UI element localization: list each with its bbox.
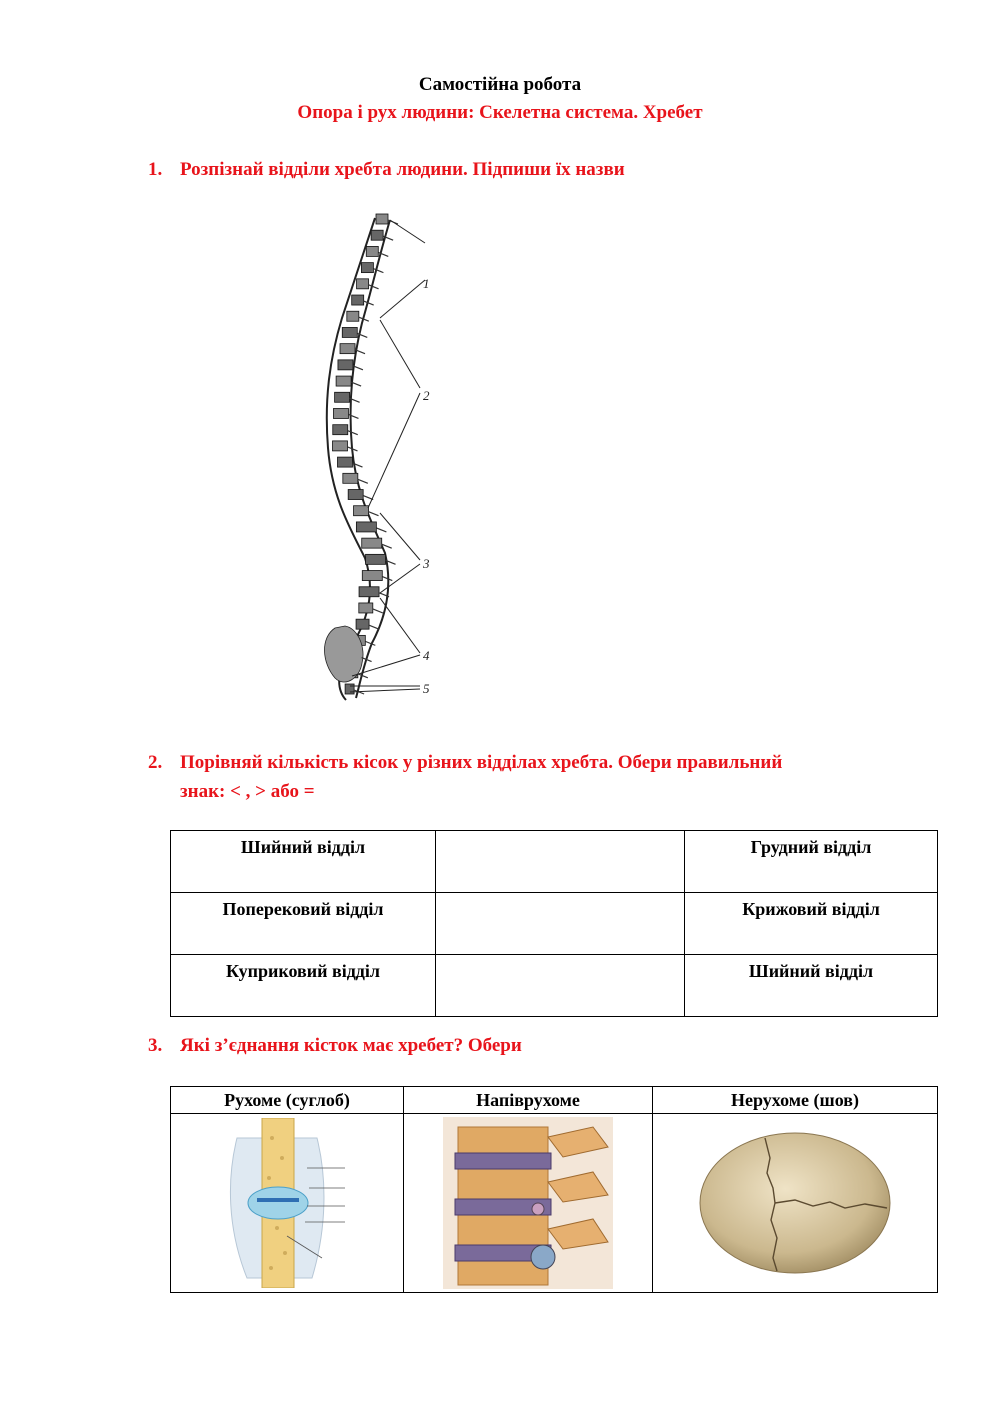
spine-label-1: 1: [423, 276, 430, 291]
task-1-heading: [148, 155, 625, 184]
table-row: [171, 955, 938, 1017]
task-3-number: 3.: [148, 1035, 163, 1056]
table-header-row: [171, 1087, 938, 1114]
cell-left: Шийний відділ: [171, 831, 436, 893]
vertebral-discs-image: [443, 1117, 613, 1289]
answer-cell[interactable]: [436, 893, 685, 955]
comparison-table: [170, 830, 938, 1017]
task-2-heading: [148, 748, 782, 806]
spine-label-4: 4: [423, 648, 430, 663]
column-header-semimovable: Напіврухоме: [404, 1087, 653, 1114]
column-header-immovable: Нерухоме (шов): [653, 1087, 938, 1114]
spine-label-3: 3: [423, 556, 430, 571]
column-header-movable: Рухоме (суглоб): [171, 1087, 404, 1114]
task-3-heading: [148, 1031, 522, 1060]
table-row: [171, 1114, 938, 1293]
task-1-text: Розпізнай відділи хребта людини. Підпиши їх назви: [180, 159, 625, 180]
answer-cell[interactable]: [436, 955, 685, 1017]
table-row: [171, 831, 938, 893]
cell-left: Поперековий відділ: [171, 893, 436, 955]
answer-cell[interactable]: [436, 831, 685, 893]
task-2-text-line1: Порівняй кількість кісок у різних відділах хребта. Обери правильний: [180, 752, 783, 773]
spine-illustration: [280, 208, 460, 718]
task-1-number: 1.: [148, 159, 163, 180]
task-2-text-line2: знак: < , > або =: [180, 781, 315, 802]
cell-right: Шийний відділ: [685, 955, 938, 1017]
synovial-joint-image: [217, 1118, 357, 1288]
joint-image-cell[interactable]: [404, 1114, 653, 1293]
task-2-number: 2.: [148, 752, 163, 773]
spine-label-5: 5: [423, 681, 430, 696]
table-row: [171, 893, 938, 955]
spine-label-2: 2: [423, 388, 430, 403]
page-title: Самостійна робота: [418, 74, 582, 95]
joint-image-cell[interactable]: [171, 1114, 404, 1293]
joints-table: [170, 1086, 938, 1293]
page-subtitle: Опора і рух людини: Скелетна система. Хребет: [297, 102, 703, 123]
task-3-text: Які з’єднання кісток має хребет? Обери: [180, 1035, 522, 1056]
cell-left: Куприковий відділ: [171, 955, 436, 1017]
cell-right: Крижовий відділ: [685, 893, 938, 955]
cell-right: Грудний відділ: [685, 831, 938, 893]
skull-sutures-image: [695, 1128, 895, 1278]
joint-image-cell[interactable]: [653, 1114, 938, 1293]
